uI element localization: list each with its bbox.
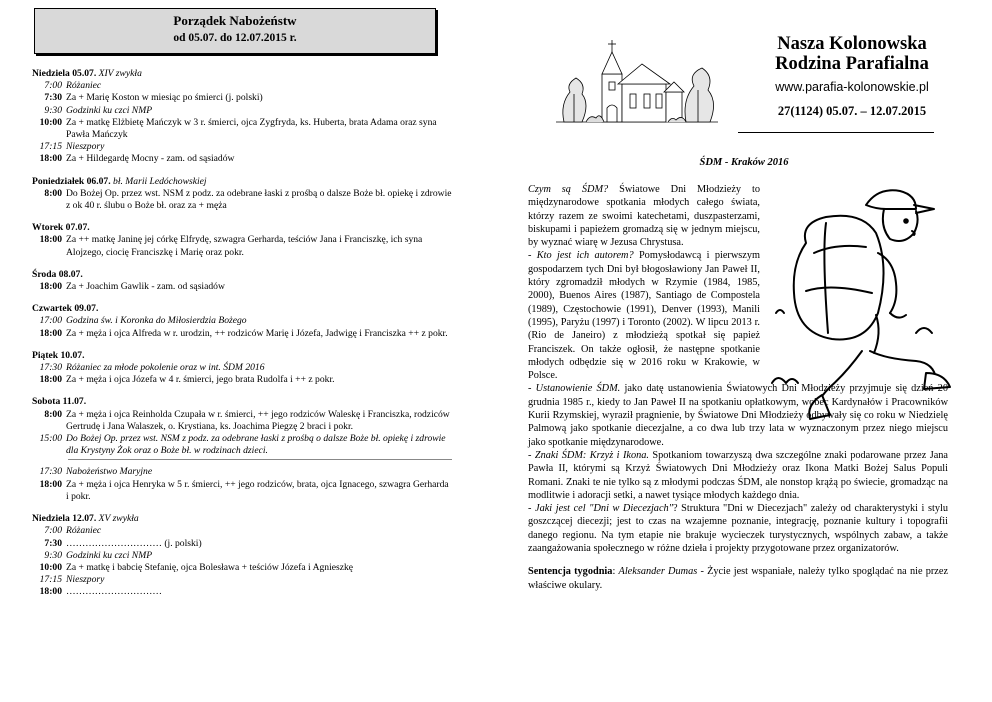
day-date: Piątek 10.07. (32, 349, 85, 361)
day-date: Środa 08.07. (32, 268, 83, 280)
mass-intention: Różaniec za młode pokolenie oraz w int. ŚDM 2016 (66, 362, 265, 374)
article-body (528, 183, 948, 592)
day-heading (32, 222, 452, 234)
paragraph-lead: - Jaki jest cel "Dni w Diecezjach" (528, 503, 674, 515)
mass-time: 17:00 (39, 315, 62, 327)
paragraph-lead: - Kto jest ich autorem? (528, 250, 634, 262)
mass-intention: Za + matkę Elżbietę Mańczyk w 3 r. śmierci, ojca Zygfryda, ks. Huberta, brata Adama oraz syna Pawła Mańczyk (66, 116, 437, 141)
mass-entry (32, 586, 452, 598)
day-heading (32, 176, 452, 188)
mass-time: 9:30 (44, 549, 62, 561)
paragraph-lead: Czym są ŚDM? (528, 184, 609, 195)
mass-entry (32, 281, 452, 293)
mass-intention: Za + Hildegardę Mocny - zam. od sąsiadów (66, 153, 235, 165)
mass-entry (32, 141, 452, 153)
mass-intention: Za + matkę i babcię Stefanię, ojca Bolesława + teściów Józefa i Agnieszkę (66, 561, 354, 573)
mass-intention: Nabożeństwo Maryjne (66, 466, 153, 478)
day-date: Poniedziałek 06.07. (32, 175, 111, 187)
mass-intention: Za + męża i ojca Alfreda w r. urodzin, ++ rodziców Marię i Józefa, Jadwigę i Franciszka ++ z pokr. (66, 327, 448, 339)
day-heading (32, 303, 452, 315)
mass-entry (32, 433, 452, 457)
day-feast: XIV zwykła (98, 68, 142, 79)
day-heading (32, 350, 452, 362)
mass-intention: Za + męża i ojca Reinholda Czupała w r. śmierci, ++ jego rodziców Waleskę i Franciszka, rodziców Gertrudę i Jana Walaszek, o. Krystiana, ks. Joachima Piegzę 2 braci i pokr. (66, 408, 450, 432)
mass-time: 18:00 (39, 281, 62, 293)
parish-website[interactable]: www.parafia-kolonowskie.pl (775, 80, 929, 94)
day-feast: bł. Marii Ledóchowskiej (113, 175, 207, 187)
bulletin-front-page (528, 0, 960, 702)
mass-entry (32, 315, 452, 327)
mass-entry (32, 550, 452, 562)
article-paragraph: - Jaki jest cel "Dni w Diecezjach"? Struktura "Dni w Diecezjach" zależy od charakterystyki i stylu goszczącej diecezji; jest to czas na wzajemne poznanie, integrację, poznanie kultury i topografii danego regionu. Na tym etapie nie brakuje wycieczek turystycznych, wspólnych zabaw, a także zaangażowania społecznego w różne dzieła i projekty przygotowane przez organizatorów. (528, 503, 948, 555)
mass-entry (32, 479, 452, 503)
day-date: Niedziela 12.07. (32, 513, 97, 525)
schedule-title: Porządek Nabożeństw (173, 13, 297, 28)
mass-intention: Różaniec (66, 80, 102, 92)
mass-entry (32, 105, 452, 117)
schedule-day (32, 350, 452, 387)
mass-entry (32, 117, 452, 141)
mass-entry (32, 525, 452, 537)
schedule-header-box (34, 8, 436, 54)
sentence-author: Aleksander Dumas (618, 566, 698, 578)
mass-time: 10:00 (39, 561, 62, 573)
mass-intention: Za + Marię Koston w miesiąc po śmierci (j. polski) (66, 92, 263, 104)
mass-time: 18:00 (39, 374, 62, 386)
mass-intention: Za + Joachim Gawlik - zam. od sąsiadów (66, 281, 225, 293)
mass-intention: Do Bożej Op. przez wst. NSM z podz. za odebrane łaski z prośbą o dalsze Boże bł. opiekę i zdrowie dla Krystyny Żok oraz o Boże bł. w rodzinach dzieci. (66, 433, 446, 457)
schedule-list (32, 68, 452, 599)
mass-time: 17:15 (39, 141, 62, 153)
mass-time: 18:00 (39, 153, 62, 165)
mass-entry (32, 574, 452, 586)
mass-time: 10:00 (39, 116, 62, 128)
paragraph-lead: - Znaki ŚDM: Krzyż i Ikona. (528, 449, 649, 461)
mass-time: 18:00 (39, 478, 62, 490)
schedule-column (32, 8, 452, 609)
mass-time: 18:00 (39, 234, 62, 246)
mass-intention: Za + męża i ojca Józefa w 4 r. śmierci, jego brata Rudolfa i ++ z pokr. (66, 374, 335, 386)
mass-entry (32, 92, 452, 104)
article-paragraph: Czym są ŚDM? Światowe Dni Młodzieży to międzynarodowe spotkania młodych całego świata, którzy razem ze swoimi katechetami, duszpasterzami, biskupami i papieżem gromadzą się w jednym miejscu, by wyznać wiarę w Jezusa Chrystusa. (528, 184, 760, 249)
mass-intention: Za ++ matkę Janinę jej córkę Elfrydę, szwagra Gerharda, teściów Jana i Franciszkę, ich syna Alojzego, ciocię Franciszkę i Marię oraz pokr. (66, 234, 423, 258)
day-date: Sobota 11.07. (32, 396, 87, 408)
schedule-day (32, 513, 452, 598)
sentence-label: Sentencja tygodnia (528, 566, 613, 578)
mass-entry (32, 188, 452, 212)
mass-entry (32, 562, 452, 574)
mass-intention: Nieszpory (66, 141, 105, 153)
mass-time: 17:15 (39, 574, 62, 586)
mass-intention: Godzinki ku czci NMP (66, 104, 153, 116)
article-title: ŚDM - Kraków 2016 (699, 157, 789, 168)
parish-title-line1: Nasza Kolonowska (777, 34, 927, 54)
mass-entry (32, 538, 452, 550)
mass-intention: Nieszpory (66, 574, 105, 586)
mass-time: 8:00 (44, 187, 62, 199)
mass-entry (32, 409, 452, 433)
mass-entry (32, 153, 452, 165)
mass-intention: ………………………… (66, 586, 162, 598)
day-heading (32, 269, 452, 281)
sentence-text: - Życie jest wspaniałe, należy tylko spoglądać na nie przez właściwe okulary. (528, 566, 949, 591)
mass-time: 7:00 (44, 80, 62, 92)
day-date: Niedziela 05.07. (32, 68, 97, 79)
day-heading (32, 396, 452, 408)
mass-intention: Godzina św. i Koronka do Miłosierdzia Bożego (66, 315, 247, 327)
mass-intention: Godzinki ku czci NMP (66, 549, 153, 561)
mass-time: 8:00 (44, 408, 62, 420)
mass-time: 18:00 (39, 586, 62, 598)
day-date: Wtorek 07.07. (32, 222, 90, 234)
mass-intention: ………………………… (j. polski) (66, 537, 202, 549)
mass-time: 15:00 (39, 433, 62, 445)
mass-time: 7:30 (44, 92, 62, 104)
mass-intention: Do Bożej Op. przez wst. NSM z podz. za odebrane łaski z prośbą o dalsze Boże bł. opiekę i zdrowie z ok 40 r. ślubu o Boże bł. oraz za + męża (66, 187, 452, 212)
day-date: Czwartek 09.07. (32, 303, 99, 315)
schedule-day (32, 176, 452, 213)
masthead-divider (738, 132, 934, 133)
mass-time: 17:30 (39, 466, 62, 478)
parish-title-line2: Rodzina Parafialna (775, 54, 929, 74)
mass-entry (32, 362, 452, 374)
schedule-day (32, 396, 452, 503)
church-illustration (556, 34, 718, 126)
schedule-day (32, 68, 452, 166)
day-heading (32, 68, 452, 80)
divider (68, 459, 452, 460)
mass-intention: Różaniec (66, 525, 102, 537)
mass-entry (32, 234, 452, 258)
day-heading (32, 513, 452, 525)
mass-time: 18:00 (39, 327, 62, 339)
mass-time: 17:30 (39, 362, 62, 374)
bulletin-masthead (738, 34, 966, 119)
article-paragraph: - Znaki ŚDM: Krzyż i Ikona. Spotkaniom towarzyszą dwa szczególne znaki podarowane przez Jana Pawła II, którymi są Krzyż Światowych Dni Młodzieży oraz Ikona Matki Bożej Salus Populi Romani. Znaki te nie tylko są z młodymi podczas ŚDM, ale nonstop krążą po świecie, gromadząc na modlitwie i adoracji setki, a nawet tysiące młodych każdego dnia. (528, 449, 948, 501)
schedule-date-range: od 05.07. do 12.07.2015 r. (173, 32, 297, 44)
article-paragraph: - Ustanowienie ŚDM. jako datę ustanowienia Światowych Dni Młodzieży przyjmuje się dzień 20 grudnia 1985 r., kiedy to Jan Paweł II na spotkaniu opłatkowym, wobec Kardynałów i Pracowników Kurii Rzymskiej, wyraził pragnienie, by Światowe Dni Młodzieży odbywały się co roku w Niedzielę Palmową jako spotkanie diecezjalne, a co dwa lub trzy lata w wyznaczonym przez niego miejscu jako spotkanie międzynarodowe. (528, 383, 948, 448)
weekly-sentence: Sentencja tygodnia: Aleksander Dumas - Życie jest wspaniałe, należy tylko spoglądać na nie przez właściwe okulary. (528, 566, 949, 591)
mass-entry (32, 80, 452, 92)
mass-time: 7:30 (44, 537, 62, 549)
paragraph-lead: - Ustanowienie ŚDM. (528, 383, 621, 395)
mass-intention: Za + męża i ojca Henryka w 5 r. śmierci, ++ jego rodziców, brata, ojca Ignacego, szwagra Gerharda i pokr. (66, 478, 449, 502)
schedule-day (32, 269, 452, 293)
mass-entry (32, 466, 452, 478)
mass-time: 7:00 (44, 525, 62, 537)
schedule-day (32, 222, 452, 259)
mass-time: 9:30 (44, 104, 62, 116)
schedule-day (32, 303, 452, 340)
day-feast: XV zwykła (98, 513, 139, 525)
mass-entry (32, 374, 452, 386)
mass-entry (32, 328, 452, 340)
issue-number: 27(1124) 05.07. – 12.07.2015 (777, 104, 927, 118)
article-paragraph: - Kto jest ich autorem? Pomysłodawcą i pierwszym gospodarzem tych Dni był błogosławiony Jan Paweł II, który zgromadził młodych w Rzymie (1984, 1985, 2000), Buenos Aires (1987), Santiago de Compostela (1989), Częstochowie (1991), Denver (1993), Manili (1995), Paryżu (1997) i Toronto (2002). W lipcu 2013 r. (Rio de Janeiro) z młodzieżą spotkał się papież Franciszek. On także ogłosił, że następne spotkanie młodych odbędzie się w 2016 roku w Krakowie, w Polsce. (528, 250, 760, 382)
